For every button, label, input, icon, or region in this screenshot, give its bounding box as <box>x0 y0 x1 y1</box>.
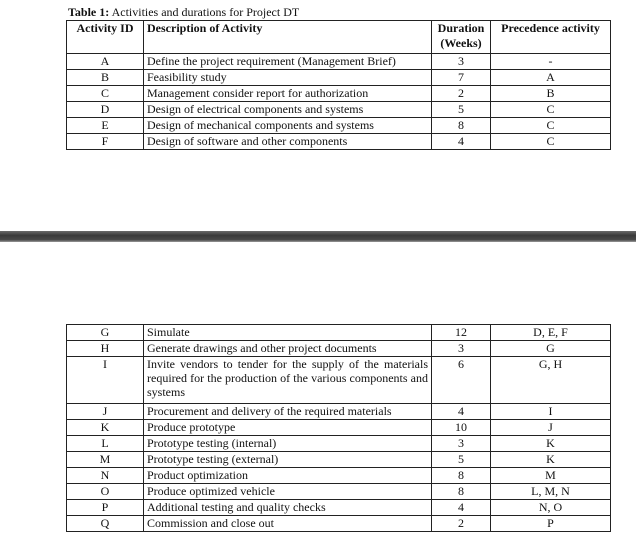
activity-id-cell: K <box>67 420 144 436</box>
activity-id-cell: E <box>67 118 144 134</box>
activity-id-cell: N <box>67 468 144 484</box>
description-cell: Commission and close out <box>144 516 432 532</box>
activities-table-top <box>66 20 611 150</box>
description-cell: Additional testing and quality checks <box>144 500 432 516</box>
precedence-cell: K <box>491 436 611 452</box>
precedence-cell: C <box>491 134 611 150</box>
table-row <box>67 86 611 102</box>
duration-cell: 3 <box>432 54 491 70</box>
duration-cell: 8 <box>432 468 491 484</box>
precedence-cell: L, M, N <box>491 484 611 500</box>
table-row <box>67 102 611 118</box>
table-caption-label: Table 1: <box>68 5 110 19</box>
table-row <box>67 134 611 150</box>
precedence-cell: A <box>491 70 611 86</box>
duration-cell: 5 <box>432 102 491 118</box>
activity-id-cell: P <box>67 500 144 516</box>
table-row <box>67 54 611 70</box>
duration-cell: 4 <box>432 134 491 150</box>
description-cell: Simulate <box>144 325 432 341</box>
activities-table-bottom <box>66 324 611 532</box>
activity-id-cell: B <box>67 70 144 86</box>
description-cell: Management consider report for authorization <box>144 86 432 102</box>
activity-id-cell: D <box>67 102 144 118</box>
duration-cell: 7 <box>432 70 491 86</box>
precedence-cell: K <box>491 452 611 468</box>
description-cell: Invite vendors to tender for the supply of the materials required for the production of the various components and systems <box>144 357 432 404</box>
description-cell: Design of software and other components <box>144 134 432 150</box>
activity-id-cell: I <box>67 357 144 404</box>
activity-id-cell: L <box>67 436 144 452</box>
description-cell: Product optimization <box>144 468 432 484</box>
description-cell: Prototype testing (internal) <box>144 436 432 452</box>
precedence-cell: N, O <box>491 500 611 516</box>
activity-id-cell: Q <box>67 516 144 532</box>
activity-id-cell: O <box>67 484 144 500</box>
precedence-cell: D, E, F <box>491 325 611 341</box>
precedence-cell: C <box>491 102 611 118</box>
precedence-cell: G, H <box>491 357 611 404</box>
precedence-cell: G <box>491 341 611 357</box>
activity-id-cell: M <box>67 452 144 468</box>
precedence-cell: J <box>491 420 611 436</box>
header-description: Description of Activity <box>144 21 432 54</box>
activity-id-cell: J <box>67 404 144 420</box>
table-row <box>67 420 611 436</box>
table-row <box>67 357 611 404</box>
table-caption <box>68 5 299 19</box>
header-precedence: Precedence activity <box>491 21 611 54</box>
duration-cell: 8 <box>432 484 491 500</box>
activity-id-cell: G <box>67 325 144 341</box>
precedence-cell: M <box>491 468 611 484</box>
duration-cell: 12 <box>432 325 491 341</box>
header-duration: Duration (Weeks) <box>432 21 491 54</box>
duration-cell: 2 <box>432 516 491 532</box>
table-row <box>67 516 611 532</box>
description-cell: Produce optimized vehicle <box>144 484 432 500</box>
duration-cell: 3 <box>432 436 491 452</box>
description-cell: Generate drawings and other project documents <box>144 341 432 357</box>
duration-cell: 4 <box>432 404 491 420</box>
table-caption-text: Activities and durations for Project DT <box>109 5 300 19</box>
page-divider <box>0 231 636 242</box>
duration-cell: 10 <box>432 420 491 436</box>
table-row <box>67 500 611 516</box>
table-row <box>67 484 611 500</box>
header-row <box>67 21 611 54</box>
duration-cell: 6 <box>432 357 491 404</box>
table-row <box>67 118 611 134</box>
table-row <box>67 341 611 357</box>
duration-cell: 3 <box>432 341 491 357</box>
table-row <box>67 325 611 341</box>
precedence-cell: B <box>491 86 611 102</box>
description-cell: Feasibility study <box>144 70 432 86</box>
precedence-cell: P <box>491 516 611 532</box>
duration-cell: 5 <box>432 452 491 468</box>
description-cell: Design of electrical components and systems <box>144 102 432 118</box>
table-row <box>67 468 611 484</box>
activity-id-cell: H <box>67 341 144 357</box>
table-row <box>67 452 611 468</box>
description-cell: Define the project requirement (Management Brief) <box>144 54 432 70</box>
header-activity-id: Activity ID <box>67 21 144 54</box>
activity-id-cell: C <box>67 86 144 102</box>
table-row <box>67 404 611 420</box>
description-cell: Design of mechanical components and systems <box>144 118 432 134</box>
description-cell: Procurement and delivery of the required materials <box>144 404 432 420</box>
activity-id-cell: A <box>67 54 144 70</box>
description-cell: Prototype testing (external) <box>144 452 432 468</box>
precedence-cell: C <box>491 118 611 134</box>
duration-cell: 8 <box>432 118 491 134</box>
table-row <box>67 70 611 86</box>
duration-cell: 4 <box>432 500 491 516</box>
description-cell: Produce prototype <box>144 420 432 436</box>
duration-cell: 2 <box>432 86 491 102</box>
precedence-cell: - <box>491 54 611 70</box>
activity-id-cell: F <box>67 134 144 150</box>
precedence-cell: I <box>491 404 611 420</box>
table-row <box>67 436 611 452</box>
